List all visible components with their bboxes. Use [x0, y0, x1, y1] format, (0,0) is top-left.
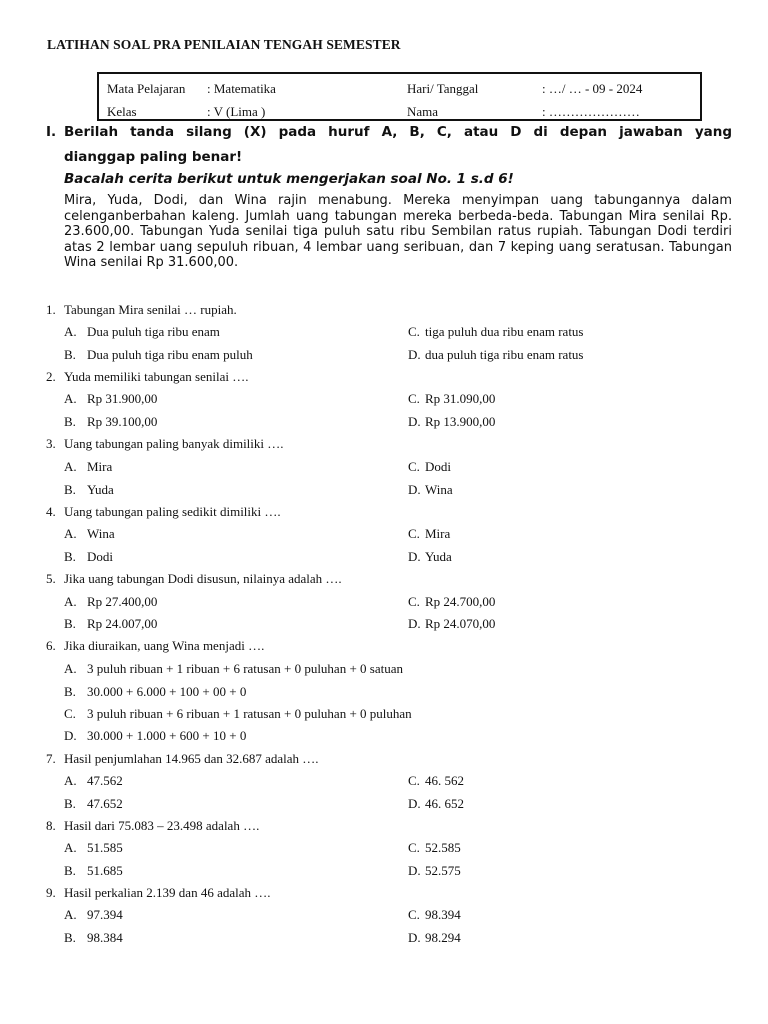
question-text: Uang tabungan paling banyak dimiliki …. [64, 436, 284, 451]
option-1-a[interactable] [64, 324, 220, 340]
option-9-d[interactable] [408, 930, 461, 946]
option-text: Dodi [87, 549, 113, 564]
option-text: Yuda [87, 482, 114, 497]
option-letter: D. [408, 549, 421, 564]
option-8-c[interactable] [408, 840, 461, 856]
option-text: 52.575 [425, 863, 461, 878]
option-letter: D. [408, 863, 421, 878]
question-number: 8. [46, 818, 56, 833]
option-letter: B. [64, 414, 76, 429]
question-number: 6. [46, 638, 56, 653]
question-number: 4. [46, 504, 56, 519]
option-letter: D. [408, 930, 421, 945]
option-text: 46. 652 [425, 796, 464, 811]
option-1-d[interactable] [408, 347, 584, 363]
option-letter: B. [64, 930, 76, 945]
question-text: Jika uang tabungan Dodi disusun, nilainya adalah …. [64, 571, 342, 586]
option-8-b[interactable] [64, 863, 123, 879]
option-7-d[interactable] [408, 796, 464, 812]
subject-value: : Matematika [207, 81, 276, 96]
option-text: Rp 31.090,00 [425, 391, 496, 406]
question-number: 5. [46, 571, 56, 586]
option-8-a[interactable] [64, 840, 123, 856]
question-number: 7. [46, 751, 56, 766]
option-5-b[interactable] [64, 616, 157, 632]
option-text: tiga puluh dua ribu enam ratus [425, 324, 584, 339]
option-text: 47.652 [87, 796, 123, 811]
option-4-c[interactable] [408, 526, 450, 542]
option-letter: D. [408, 616, 421, 631]
question-4 [46, 504, 281, 520]
option-letter: C. [64, 706, 76, 721]
option-text: 30.000 + 6.000 + 100 + 00 + 0 [87, 684, 247, 699]
section-number: I. [46, 124, 57, 140]
question-5 [46, 571, 342, 587]
option-letter: A. [64, 661, 77, 676]
option-7-a[interactable] [64, 773, 123, 789]
question-text: Hasil perkalian 2.139 dan 46 adalah …. [64, 885, 271, 900]
option-6-b[interactable] [64, 684, 246, 700]
option-letter: B. [64, 616, 76, 631]
question-3 [46, 436, 284, 452]
option-6-c[interactable] [64, 706, 412, 722]
option-letter: C. [408, 391, 420, 406]
date-value: : …/ … - 09 - 2024 [542, 81, 643, 96]
option-letter: C. [408, 840, 420, 855]
option-4-d[interactable] [408, 549, 452, 565]
option-9-a[interactable] [64, 907, 123, 923]
option-letter: C. [408, 907, 420, 922]
option-letter: B. [64, 347, 76, 362]
option-text: Rp 24.007,00 [87, 616, 158, 631]
option-9-b[interactable] [64, 930, 123, 946]
question-2 [46, 369, 249, 385]
option-text: 47.562 [87, 773, 123, 788]
question-text: Yuda memiliki tabungan senilai …. [64, 369, 249, 384]
option-letter: A. [64, 391, 77, 406]
option-letter: D. [408, 796, 421, 811]
option-text: 30.000 + 1.000 + 600 + 10 + 0 [87, 728, 247, 743]
option-letter: B. [64, 482, 76, 497]
question-6 [46, 638, 264, 654]
option-text: Rp 24.070,00 [425, 616, 496, 631]
option-4-b[interactable] [64, 549, 113, 565]
option-text: Wina [425, 482, 453, 497]
story-heading: Bacalah cerita berikut untuk mengerjakan soal No. 1 s.d 6! [64, 171, 514, 187]
class-value: : V (Lima ) [207, 104, 266, 119]
option-2-a[interactable] [64, 391, 157, 407]
option-2-d[interactable] [408, 414, 495, 430]
option-letter: C. [408, 526, 420, 541]
option-4-a[interactable] [64, 526, 115, 542]
question-7 [46, 751, 319, 767]
option-letter: A. [64, 324, 77, 339]
option-text: 98.294 [425, 930, 461, 945]
question-number: 3. [46, 436, 56, 451]
question-number: 9. [46, 885, 56, 900]
option-text: Dua puluh tiga ribu enam puluh [87, 347, 253, 362]
option-letter: C. [408, 324, 420, 339]
option-text: dua puluh tiga ribu enam ratus [425, 347, 584, 362]
option-letter: C. [408, 773, 420, 788]
option-text: 51.585 [87, 840, 123, 855]
question-text: Uang tabungan paling sedikit dimiliki …. [64, 504, 281, 519]
option-letter: B. [64, 796, 76, 811]
question-text: Tabungan Mira senilai … rupiah. [64, 302, 237, 317]
subject-label: Mata Pelajaran [107, 81, 186, 96]
option-text: Rp 39.100,00 [87, 414, 158, 429]
option-text: Yuda [425, 549, 452, 564]
option-text: Mira [425, 526, 451, 541]
class-label: Kelas [107, 104, 137, 119]
option-text: Dua puluh tiga ribu enam [87, 324, 220, 339]
question-text: Jika diuraikan, uang Wina menjadi …. [64, 638, 265, 653]
option-text: 97.394 [87, 907, 123, 922]
option-8-d[interactable] [408, 863, 461, 879]
option-2-c[interactable] [408, 391, 495, 407]
question-1 [46, 302, 237, 318]
question-text: Hasil penjumlahan 14.965 dan 32.687 adalah …. [64, 751, 319, 766]
page-title: LATIHAN SOAL PRA PENILAIAN TENGAH SEMESTER [47, 37, 401, 52]
option-6-a[interactable] [64, 661, 403, 677]
option-letter: A. [64, 907, 77, 922]
option-3-c[interactable] [408, 459, 451, 475]
instruction-line-2: dianggap paling benar! [64, 149, 243, 165]
option-9-c[interactable] [408, 907, 461, 923]
option-letter: C. [408, 459, 420, 474]
option-text: Rp 13.900,00 [425, 414, 496, 429]
option-5-c[interactable] [408, 594, 495, 610]
info-box [97, 72, 702, 121]
option-text: Rp 24.700,00 [425, 594, 496, 609]
option-letter: D. [408, 414, 421, 429]
option-letter: B. [64, 863, 76, 878]
instruction-line-1: Berilah tanda silang (X) pada huruf A, B, C, atau D di depan jawaban yang [64, 124, 732, 140]
question-text: Hasil dari 75.083 – 23.498 adalah …. [64, 818, 260, 833]
question-number: 2. [46, 369, 56, 384]
option-text: 51.685 [87, 863, 123, 878]
option-3-a[interactable] [64, 459, 112, 475]
option-text: 46. 562 [425, 773, 464, 788]
option-letter: D. [408, 482, 421, 497]
date-label: Hari/ Tanggal [407, 81, 479, 96]
option-letter: A. [64, 594, 77, 609]
option-letter: A. [64, 459, 77, 474]
question-number: 1. [46, 302, 56, 317]
option-3-d[interactable] [408, 482, 453, 498]
question-8 [46, 818, 259, 834]
option-text: 52.585 [425, 840, 461, 855]
option-5-d[interactable] [408, 616, 495, 632]
name-value: : ………………… [542, 104, 640, 119]
option-letter: A. [64, 773, 77, 788]
option-text: Rp 27.400,00 [87, 594, 158, 609]
option-text: Mira [87, 459, 113, 474]
option-letter: B. [64, 684, 76, 699]
option-2-b[interactable] [64, 414, 157, 430]
option-text: Wina [87, 526, 115, 541]
option-text: 98.384 [87, 930, 123, 945]
option-1-c[interactable] [408, 324, 584, 340]
option-1-b[interactable] [64, 347, 253, 363]
option-text: Rp 31.900,00 [87, 391, 158, 406]
option-letter: C. [408, 594, 420, 609]
option-7-c[interactable] [408, 773, 464, 789]
option-letter: B. [64, 549, 76, 564]
option-letter: A. [64, 526, 77, 541]
question-9 [46, 885, 271, 901]
option-6-d[interactable] [64, 728, 246, 744]
option-5-a[interactable] [64, 594, 157, 610]
option-text: 3 puluh ribuan + 6 ribuan + 1 ratusan + 0 puluhan + 0 puluhan [87, 706, 412, 721]
option-7-b[interactable] [64, 796, 123, 812]
option-letter: D. [408, 347, 421, 362]
story-text: Mira, Yuda, Dodi, dan Wina rajin menabung. Mereka menyimpan uang tabungannya dalam celenganberbahan kaleng. Jumlah uang tabungan mereka berbeda-beda. Tabungan Mira senilai Rp. 23.600,00. Tabungan Yuda senilai tiga puluh satu ribu Sembilan ratus rupiah. Tabungan Dodi terdiri atas 2 lembar uang sepuluh ribuan, 4 lembar uang seribuan, dan 7 keping uang seratusan. Tabungan Wina senilai Rp 31.600,00. [64, 193, 732, 271]
option-text: Dodi [425, 459, 451, 474]
option-letter: A. [64, 840, 77, 855]
option-letter: D. [64, 728, 77, 743]
name-label: Nama [407, 104, 439, 119]
option-text: 3 puluh ribuan + 1 ribuan + 6 ratusan + 0 puluhan + 0 satuan [87, 661, 403, 676]
option-3-b[interactable] [64, 482, 114, 498]
option-text: 98.394 [425, 907, 461, 922]
